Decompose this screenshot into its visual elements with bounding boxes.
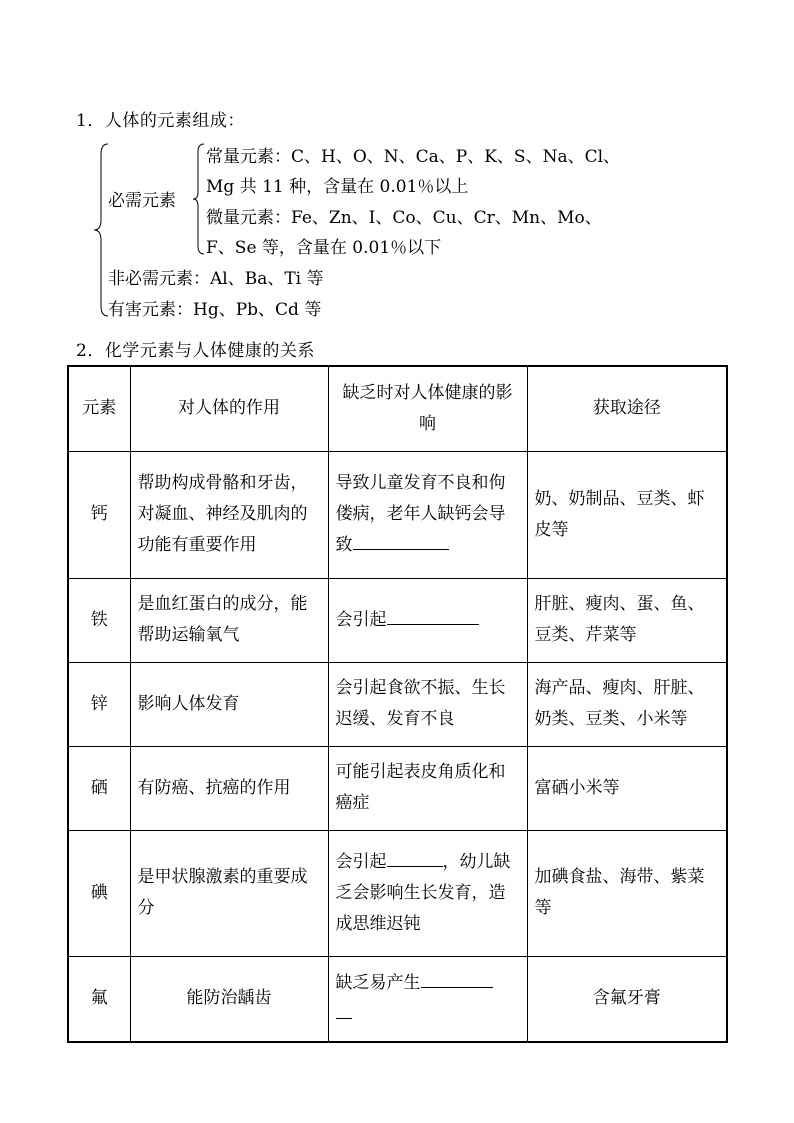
micro-elements-line2: F、Se 等，含量在 0.01％以下 (206, 238, 442, 258)
table-row (68, 746, 727, 830)
header-role: 对人体的作用 (130, 366, 328, 451)
element-health-table (67, 365, 728, 1043)
table-row (68, 578, 727, 662)
nonessential-elements: 非必需元素：Al、Ba、Ti 等 (108, 269, 324, 289)
cell-element: 铁 (68, 578, 130, 662)
cell-role: 是甲状腺激素的重要成分 (130, 830, 328, 956)
cell-source: 富硒小米等 (527, 746, 727, 830)
cell-role: 能防治龋齿 (130, 956, 328, 1042)
table-row (68, 662, 727, 746)
macro-elements-line2: Mg 共 11 种，含量在 0.01％以上 (206, 177, 469, 197)
cell-role: 有防癌、抗癌的作用 (130, 746, 328, 830)
cell-source: 奶、奶制品、豆类、虾皮等 (527, 451, 727, 578)
table-header-row (68, 366, 727, 451)
outer-brace-icon (88, 140, 118, 320)
deficiency-text: 会引起 (335, 851, 387, 872)
deficiency-text: ，幼儿缺乏会影响生长发育，造成思维迟钝 (335, 851, 511, 934)
section2-heading: 2．化学元素与人体健康的关系 (76, 341, 315, 361)
answer-blank[interactable] (421, 969, 493, 988)
cell-deficiency (328, 956, 527, 1042)
cell-element: 硒 (68, 746, 130, 830)
cell-deficiency: 会引起食欲不振、生长迟缓、发育不良 (328, 662, 527, 746)
micro-elements-line1: 微量元素：Fe、Zn、I、Co、Cu、Cr、Mn、Mo、 (206, 208, 602, 228)
cell-deficiency (328, 830, 527, 956)
cell-element: 氟 (68, 956, 130, 1042)
cell-element: 钙 (68, 451, 130, 578)
cell-element: 锌 (68, 662, 130, 746)
cell-source: 肝脏、瘦肉、蛋、鱼、豆类、芹菜等 (527, 578, 727, 662)
cell-source: 海产品、瘦肉、肝脏、奶类、豆类、小米等 (527, 662, 727, 746)
cell-source: 加碘食盐、海带、紫菜等 (527, 830, 727, 956)
cell-element: 碘 (68, 830, 130, 956)
deficiency-text: 导致儿童发育不良和佝偻病，老年人缺钙会导致 (335, 473, 506, 555)
essential-elements-label: 必需元素 (108, 191, 176, 211)
harmful-elements: 有害元素：Hg、Pb、Cd 等 (108, 300, 322, 320)
cell-deficiency: 可能引起表皮角质化和癌症 (328, 746, 527, 830)
table-row (68, 451, 727, 578)
cell-deficiency (328, 451, 527, 578)
answer-blank-continued[interactable] (336, 1000, 352, 1019)
cell-role: 影响人体发育 (130, 662, 328, 746)
table-row (68, 830, 727, 956)
answer-blank[interactable] (353, 531, 449, 550)
header-source: 获取途径 (527, 366, 727, 451)
cell-role: 是血红蛋白的成分，能帮助运输氧气 (130, 578, 328, 662)
answer-blank[interactable] (387, 848, 443, 867)
answer-blank[interactable] (387, 606, 479, 625)
cell-deficiency (328, 578, 527, 662)
cell-source: 含氟牙膏 (527, 956, 727, 1042)
header-element: 元素 (68, 366, 130, 451)
deficiency-text: 缺乏易产生 (335, 972, 421, 993)
header-deficiency: 缺乏时对人体健康的影响 (328, 366, 527, 451)
deficiency-text: 会引起 (335, 609, 387, 630)
cell-role: 帮助构成骨骼和牙齿，对凝血、神经及肌肉的功能有重要作用 (130, 451, 328, 578)
macro-elements-line1: 常量元素：C、H、O、N、Ca、P、K、S、Na、Cl、 (206, 147, 621, 167)
table-row (68, 956, 727, 1042)
section1-heading: 1．人体的元素组成： (76, 111, 245, 131)
